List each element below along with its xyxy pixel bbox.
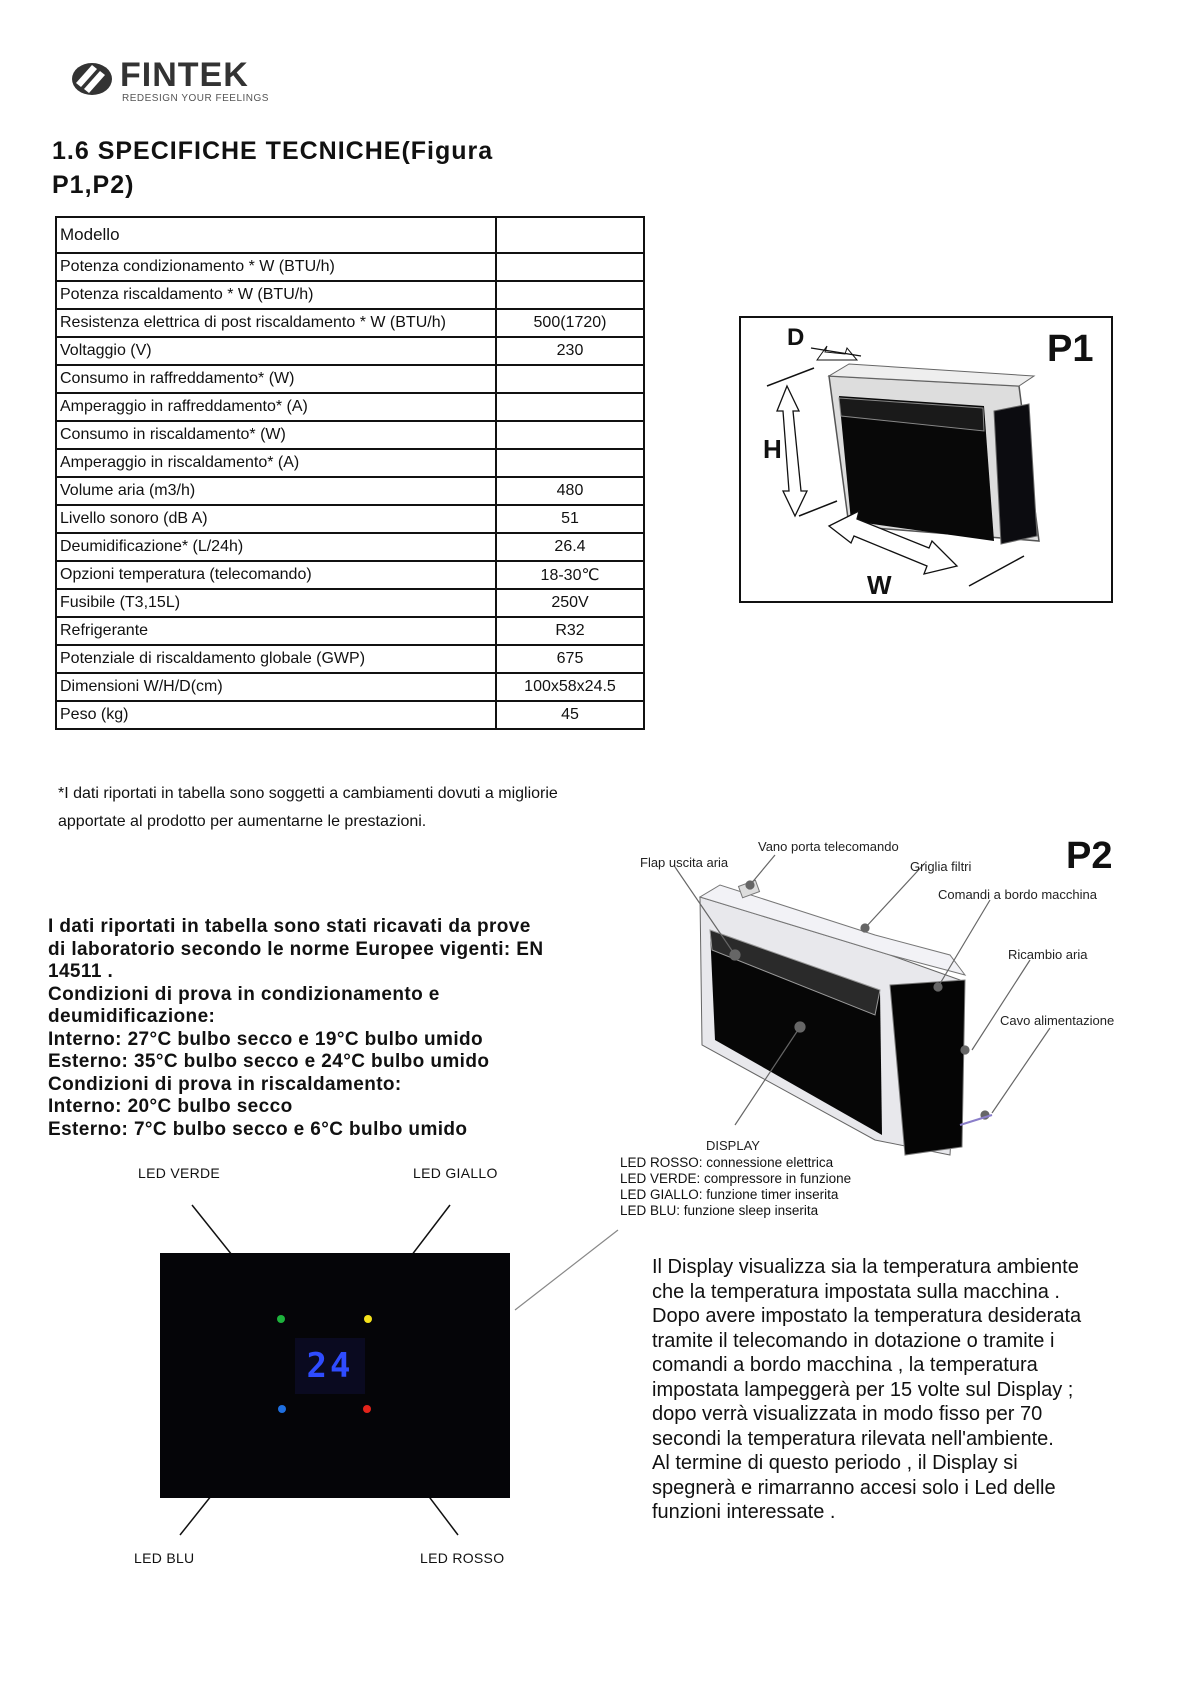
spec-row: [56, 701, 644, 729]
spec-value: 100x58x24.5: [496, 673, 644, 701]
description-line: Al termine di questo periodo , il Display si: [652, 1452, 1018, 1474]
led-giallo-dot: [364, 1315, 372, 1323]
spec-value: [496, 421, 644, 449]
spec-value: [496, 365, 644, 393]
spec-row: [56, 477, 644, 505]
spec-row: [56, 253, 644, 281]
spec-value: [496, 281, 644, 309]
spec-label: Volume aria (m3/h): [56, 477, 496, 505]
spec-row: [56, 309, 644, 337]
callout-comandi-bordo-macchina: Comandi a bordo macchina: [938, 887, 1097, 902]
led-verde-dot: [277, 1315, 285, 1323]
spec-value: 230: [496, 337, 644, 365]
spec-label: Amperaggio in riscaldamento* (A): [56, 449, 496, 477]
led-legend-blu: LED BLU: funzione sleep inserita: [620, 1203, 819, 1218]
led-legend-giallo: LED GIALLO: funzione timer inserita: [620, 1187, 839, 1202]
spec-row: [56, 617, 644, 645]
spec-value: 18-30℃: [496, 561, 644, 589]
table-note: [58, 780, 698, 836]
spec-row: [56, 337, 644, 365]
spec-value: 675: [496, 645, 644, 673]
table-note-line2: apportate al prodotto per aumentarne le prestazioni.: [58, 813, 427, 830]
lab-line: I dati riportati in tabella sono stati ricavati da prove: [48, 916, 531, 937]
lab-line: Esterno: 7°C bulbo secco e 6°C bulbo umido: [48, 1118, 468, 1140]
lab-line: Condizioni di prova in riscaldamento:: [48, 1073, 402, 1095]
lab-conditions: [48, 916, 608, 1141]
spec-row: [56, 673, 644, 701]
spec-label: Peso (kg): [56, 701, 496, 729]
spec-value: 500(1720): [496, 309, 644, 337]
spec-value: 26.4: [496, 533, 644, 561]
callout-flap-uscita-aria: Flap uscita aria: [640, 855, 729, 870]
brand-tagline: REDESIGN YOUR FEELINGS: [122, 93, 269, 104]
description-line: dopo verrà visualizzata in modo fisso per 70: [652, 1403, 1043, 1425]
figure-p1-label: P1: [1047, 328, 1094, 370]
spec-row: [56, 645, 644, 673]
spec-label: Voltaggio (V): [56, 337, 496, 365]
spec-row: [56, 281, 644, 309]
spec-row: [56, 393, 644, 421]
spec-label: Consumo in riscaldamento* (W): [56, 421, 496, 449]
led-verde-label: LED VERDE: [138, 1165, 221, 1181]
spec-label: Opzioni temperatura (telecomando): [56, 561, 496, 589]
brand-name: FINTEK: [120, 56, 249, 94]
spec-table: [55, 216, 645, 730]
spec-row: [56, 217, 644, 253]
lab-line: Condizioni di prova in condizionamento e: [48, 983, 440, 1005]
spec-value: [496, 393, 644, 421]
lab-line: Interno: 27°C bulbo secco e 19°C bulbo umido: [48, 1028, 484, 1050]
section-title-line2: P1,P2): [52, 171, 135, 199]
spec-row: [56, 449, 644, 477]
description-line: comandi a bordo macchina , la temperatura: [652, 1354, 1038, 1376]
callout-ricambio-aria: Ricambio aria: [1008, 947, 1088, 962]
callout-display: DISPLAY: [706, 1138, 760, 1153]
description-line: Il Display visualizza sia la temperatura ambiente: [652, 1256, 1079, 1278]
spec-row: [56, 589, 644, 617]
spec-label: Potenza condizionamento * W (BTU/h): [56, 253, 496, 281]
lab-line: 14511 .: [48, 961, 114, 982]
callout-vano-porta-telecomando: Vano porta telecomando: [758, 839, 899, 854]
spec-value: [496, 217, 644, 253]
spec-value: 480: [496, 477, 644, 505]
spec-value: 250V: [496, 589, 644, 617]
brand-logo: [70, 55, 280, 105]
dimension-d-label: D: [787, 324, 805, 351]
spec-row: [56, 561, 644, 589]
spec-value: [496, 449, 644, 477]
dimension-h-label: H: [763, 434, 782, 464]
display-description: [652, 1255, 1142, 1525]
led-rosso-dot: [363, 1405, 371, 1413]
spec-value: 51: [496, 505, 644, 533]
dimension-w-label: W: [867, 570, 892, 600]
description-line: che la temperatura impostata sulla macchina .: [652, 1280, 1060, 1303]
spec-label: Livello sonoro (dB A): [56, 505, 496, 533]
lab-line: Interno: 20°C bulbo secco: [48, 1096, 293, 1117]
section-title-line1: 1.6 SPECIFICHE TECNICHE(Figura: [52, 137, 494, 165]
description-line: secondi la temperatura rilevata nell'ambiente.: [652, 1427, 1054, 1450]
description-line: funzioni interessate .: [652, 1501, 836, 1523]
description-line: tramite il telecomando in dotazione o tramite i: [652, 1329, 1055, 1352]
callout-griglia-filtri: Griglia filtri: [910, 859, 972, 874]
spec-label: Potenziale di riscaldamento globale (GWP): [56, 645, 496, 673]
led-legend-verde: LED VERDE: compressore in funzione: [620, 1171, 852, 1186]
description-line: spegnerà e rimarranno accesi solo i Led delle: [652, 1476, 1056, 1499]
fintek-logo-icon: [70, 61, 114, 97]
lab-line: deumidificazione:: [48, 1006, 216, 1027]
spec-row: [56, 533, 644, 561]
spec-row: [56, 505, 644, 533]
section-title: [52, 134, 612, 202]
spec-label: Deumidificazione* (L/24h): [56, 533, 496, 561]
spec-row: [56, 421, 644, 449]
led-giallo-label: LED GIALLO: [413, 1165, 498, 1181]
description-line: impostata lampeggerà per 15 volte sul Display ;: [652, 1378, 1074, 1401]
spec-label: Resistenza elettrica di post riscaldamento * W (BTU/h): [56, 309, 496, 337]
spec-label: Modello: [56, 217, 496, 253]
spec-value: [496, 253, 644, 281]
figure-p2-label: P2: [1066, 835, 1113, 877]
led-blu-label: LED BLU: [134, 1550, 195, 1566]
description-line: Dopo avere impostato la temperatura desiderata: [652, 1305, 1082, 1327]
spec-label: Amperaggio in raffreddamento* (A): [56, 393, 496, 421]
spec-value: 45: [496, 701, 644, 729]
led-blu-dot: [278, 1405, 286, 1413]
spec-label: Refrigerante: [56, 617, 496, 645]
display-digits: 24: [295, 1338, 365, 1394]
spec-label: Fusibile (T3,15L): [56, 589, 496, 617]
spec-label: Potenza riscaldamento * W (BTU/h): [56, 281, 496, 309]
figure-p1: [739, 316, 1113, 603]
table-note-line1: *I dati riportati in tabella sono soggetti a cambiamenti dovuti a migliorie: [58, 785, 558, 802]
spec-label: Dimensioni W/H/D(cm): [56, 673, 496, 701]
spec-row: [56, 365, 644, 393]
lab-line: di laboratorio secondo le norme Europee vigenti: EN: [48, 938, 544, 960]
lab-line: Esterno: 35°C bulbo secco e 24°C bulbo umido: [48, 1051, 490, 1072]
callout-cavo-alimentazione: Cavo alimentazione: [1000, 1013, 1115, 1028]
spec-label: Consumo in raffreddamento* (W): [56, 365, 496, 393]
spec-value: R32: [496, 617, 644, 645]
led-rosso-label: LED ROSSO: [420, 1550, 505, 1566]
led-legend-rosso: LED ROSSO: connessione elettrica: [620, 1155, 834, 1170]
